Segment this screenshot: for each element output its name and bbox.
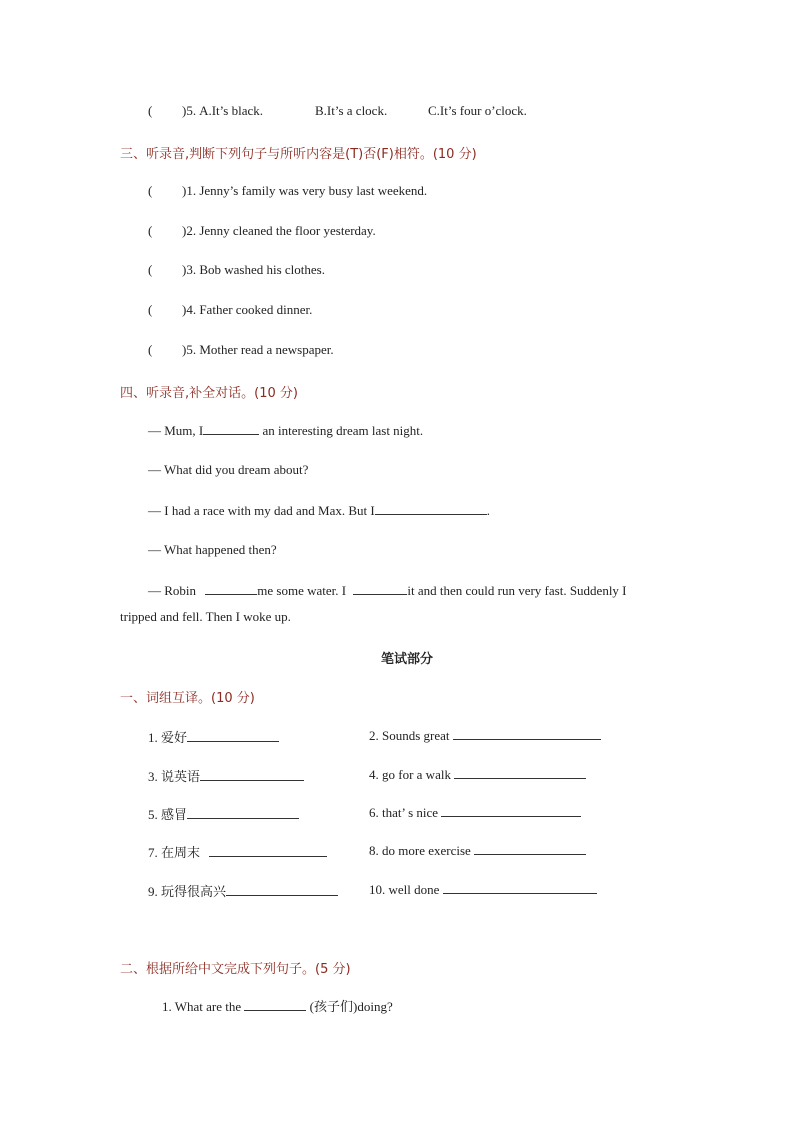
fill-blank[interactable] (353, 582, 407, 595)
dialogue-line-4: — What happened then? (148, 542, 277, 557)
section-4-title: 四、听录音,补全对话。(10 分) (120, 386, 298, 401)
written-section-2-title: 二、根据所给中文完成下列句子。(5 分) (120, 962, 351, 977)
fill-blank[interactable] (203, 422, 259, 435)
fill-blank[interactable] (200, 768, 304, 781)
tf-item-text: )5. Mother read a newspaper. (182, 342, 334, 357)
tf-item-text: )1. Jenny’s family was very busy last weekend. (182, 183, 428, 198)
tf-item (148, 302, 312, 318)
fill-blank[interactable] (205, 582, 257, 595)
phrase-text: 3. 说英语 (148, 769, 201, 784)
fill-blank[interactable] (474, 842, 586, 855)
dialogue-line-3 (148, 502, 490, 519)
written-section-1-title: 一、词组互译。(10 分) (120, 691, 255, 706)
dialogue-text: it and then could run very fast. Suddenly I (407, 583, 627, 598)
phrase-item (369, 727, 601, 744)
phrase-text: 9. 玩得很高兴 (148, 884, 227, 899)
tf-item (148, 183, 427, 199)
phrase-text: 4. go for a walk (369, 767, 455, 782)
dialogue-text: — I had a race with my dad and Max. But I (148, 503, 375, 518)
dialogue-text: . (486, 503, 490, 518)
sentence-item-1 (162, 996, 393, 1015)
fill-blank[interactable] (454, 766, 586, 779)
tf-item (148, 223, 376, 239)
section-3-title: 三、听录音,判断下列句子与所听内容是(T)否(F)相符。(10 分) (120, 147, 477, 162)
tf-item (148, 262, 325, 278)
option-c: C.It’s four o’clock. (428, 103, 527, 118)
dialogue-text: — Mum, I (148, 423, 204, 438)
phrase-text: 5. 感冒 (148, 807, 188, 822)
sentence-text: 1. What are the (162, 999, 245, 1014)
phrase-item (148, 727, 279, 746)
fill-blank[interactable] (375, 502, 487, 515)
phrase-text: 1. 爱好 (148, 730, 188, 745)
answer-paren[interactable]: ( (148, 342, 153, 357)
dialogue-line-2: — What did you dream about? (148, 462, 309, 477)
phrase-text: 7. 在周末 (148, 845, 204, 860)
tf-item-text: )4. Father cooked dinner. (182, 302, 313, 317)
phrase-item (369, 881, 597, 898)
tf-item (148, 342, 334, 358)
answer-paren[interactable]: ( (148, 183, 153, 198)
fill-blank[interactable] (443, 881, 597, 894)
fill-blank[interactable] (209, 844, 327, 857)
tf-item-text: )3. Bob washed his clothes. (182, 262, 325, 277)
dialogue-line-6: tripped and fell. Then I woke up. (120, 609, 291, 624)
option-a: A.It’s black. (199, 103, 263, 118)
dialogue-text: — Robin (148, 583, 200, 598)
phrase-item (369, 766, 586, 783)
answer-paren[interactable]: ( (148, 223, 153, 238)
question-number: )5. (182, 103, 197, 118)
phrase-text: 6. that’ s nice (369, 805, 442, 820)
phrase-text: 8. do more exercise (369, 843, 475, 858)
written-part-heading: 笔试部分 (381, 652, 434, 667)
dialogue-line-1 (148, 422, 423, 439)
question-5-options (148, 103, 263, 119)
phrase-text: 10. well done (369, 882, 443, 897)
phrase-item (369, 842, 586, 859)
fill-blank[interactable] (244, 998, 306, 1011)
option-b: B.It’s a clock. (315, 103, 388, 118)
sentence-text: (孩子们)doing? (306, 999, 393, 1014)
phrase-item (148, 842, 327, 861)
fill-blank[interactable] (226, 883, 338, 896)
phrase-item (369, 804, 581, 821)
dialogue-text: an interesting dream last night. (259, 423, 424, 438)
tf-item-text: )2. Jenny cleaned the floor yesterday. (182, 223, 376, 238)
answer-paren[interactable]: ( (148, 302, 153, 317)
answer-paren[interactable]: ( (148, 103, 153, 118)
phrase-item (148, 766, 304, 785)
fill-blank[interactable] (441, 804, 581, 817)
dialogue-text: me some water. I (257, 583, 350, 598)
phrase-item (148, 881, 338, 900)
phrase-text: 2. Sounds great (369, 728, 453, 743)
phrase-item (148, 804, 299, 823)
answer-paren[interactable]: ( (148, 262, 153, 277)
dialogue-line-5 (148, 582, 627, 599)
fill-blank[interactable] (187, 729, 279, 742)
fill-blank[interactable] (187, 806, 299, 819)
fill-blank[interactable] (453, 727, 601, 740)
